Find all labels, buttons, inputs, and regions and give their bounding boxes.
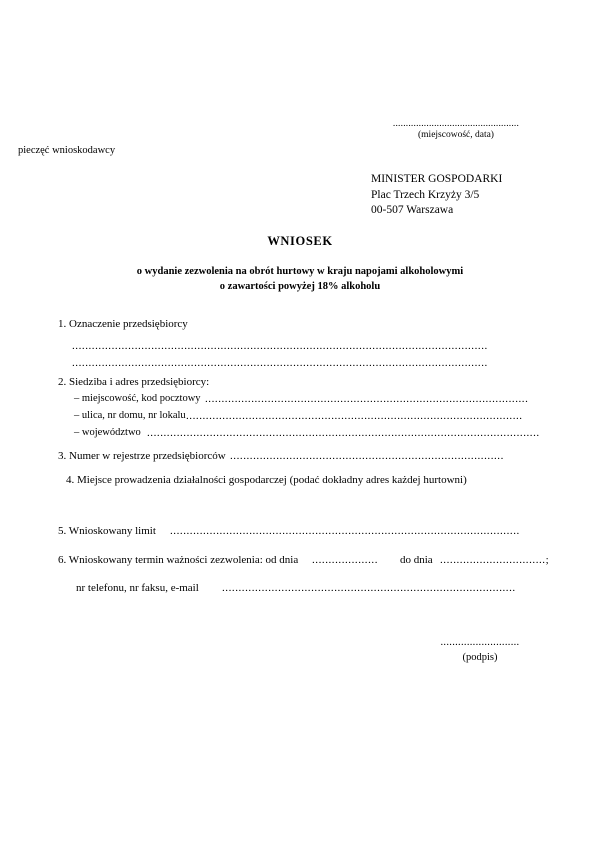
signature-dotted-line: ........................... bbox=[440, 637, 520, 648]
page-subtitle-line-1: o wydanie zezwolenia na obrót hurtowy w kraju napojami alkoholowymi bbox=[136, 266, 464, 277]
field-2a-line[interactable]: .................................................................................................. bbox=[205, 393, 529, 405]
field-6-from-line[interactable]: .................... bbox=[312, 554, 378, 566]
field-3-line[interactable]: ................................................................................... bbox=[230, 450, 504, 462]
field-2c-line[interactable]: ....................................................................................................................... bbox=[147, 427, 540, 439]
field-1-label: 1. Oznaczenie przedsiębiorcy bbox=[58, 318, 188, 330]
date-caption: (miejscowość, data) bbox=[418, 130, 494, 140]
field-3-label: 3. Numer w rejestrze przedsiębiorców bbox=[58, 450, 226, 462]
date-dotted-line: ................................................. bbox=[392, 119, 520, 129]
field-5-line[interactable]: .......................................................................................................... bbox=[170, 525, 520, 537]
addressee-line-3: 00-507 Warszawa bbox=[371, 204, 454, 216]
field-2c-label: – województwo bbox=[74, 427, 141, 438]
field-6-to-line[interactable]: ................................; bbox=[440, 554, 550, 566]
field-6-contact-line[interactable]: ......................................................................................... bbox=[222, 582, 516, 594]
page-subtitle-line-2: o zawartości powyżej 18% alkoholu bbox=[219, 281, 381, 292]
field-2-label: 2. Siedziba i adres przedsiębiorcy: bbox=[58, 376, 210, 388]
field-5-label: 5. Wnioskowany limit bbox=[58, 525, 156, 537]
page-title: WNIOSEK bbox=[267, 234, 333, 248]
field-6-to-label: do dnia bbox=[400, 554, 433, 566]
applicant-stamp-label: pieczęć wnioskodawcy bbox=[18, 145, 116, 156]
field-1-line-2[interactable]: .............................................................................................................................. bbox=[72, 357, 488, 369]
field-2a-label: – miejscowość, kod pocztowy bbox=[74, 393, 201, 404]
field-6-label: 6. Wnioskowany termin ważności zezwolenia: od dnia bbox=[58, 554, 299, 566]
field-2b-label: – ulica, nr domu, nr lokalu bbox=[74, 410, 186, 421]
signature-caption: (podpis) bbox=[462, 652, 498, 663]
field-4-label: 4. Miejsce prowadzenia działalności gospodarczej (podać dokładny adres każdej hurtowni) bbox=[66, 474, 467, 486]
field-2b-line[interactable]: ...................................................................................................... bbox=[186, 410, 523, 422]
page-subtitle bbox=[0, 264, 600, 294]
addressee-line-2: Plac Trzech Krzyży 3/5 bbox=[371, 188, 480, 201]
addressee-block bbox=[371, 172, 502, 219]
addressee-line-1: MINISTER GOSPODARKI bbox=[371, 173, 503, 185]
field-1-line-1[interactable]: .............................................................................................................................. bbox=[72, 340, 488, 352]
field-6-contact-label: nr telefonu, nr faksu, e-mail bbox=[76, 582, 199, 594]
